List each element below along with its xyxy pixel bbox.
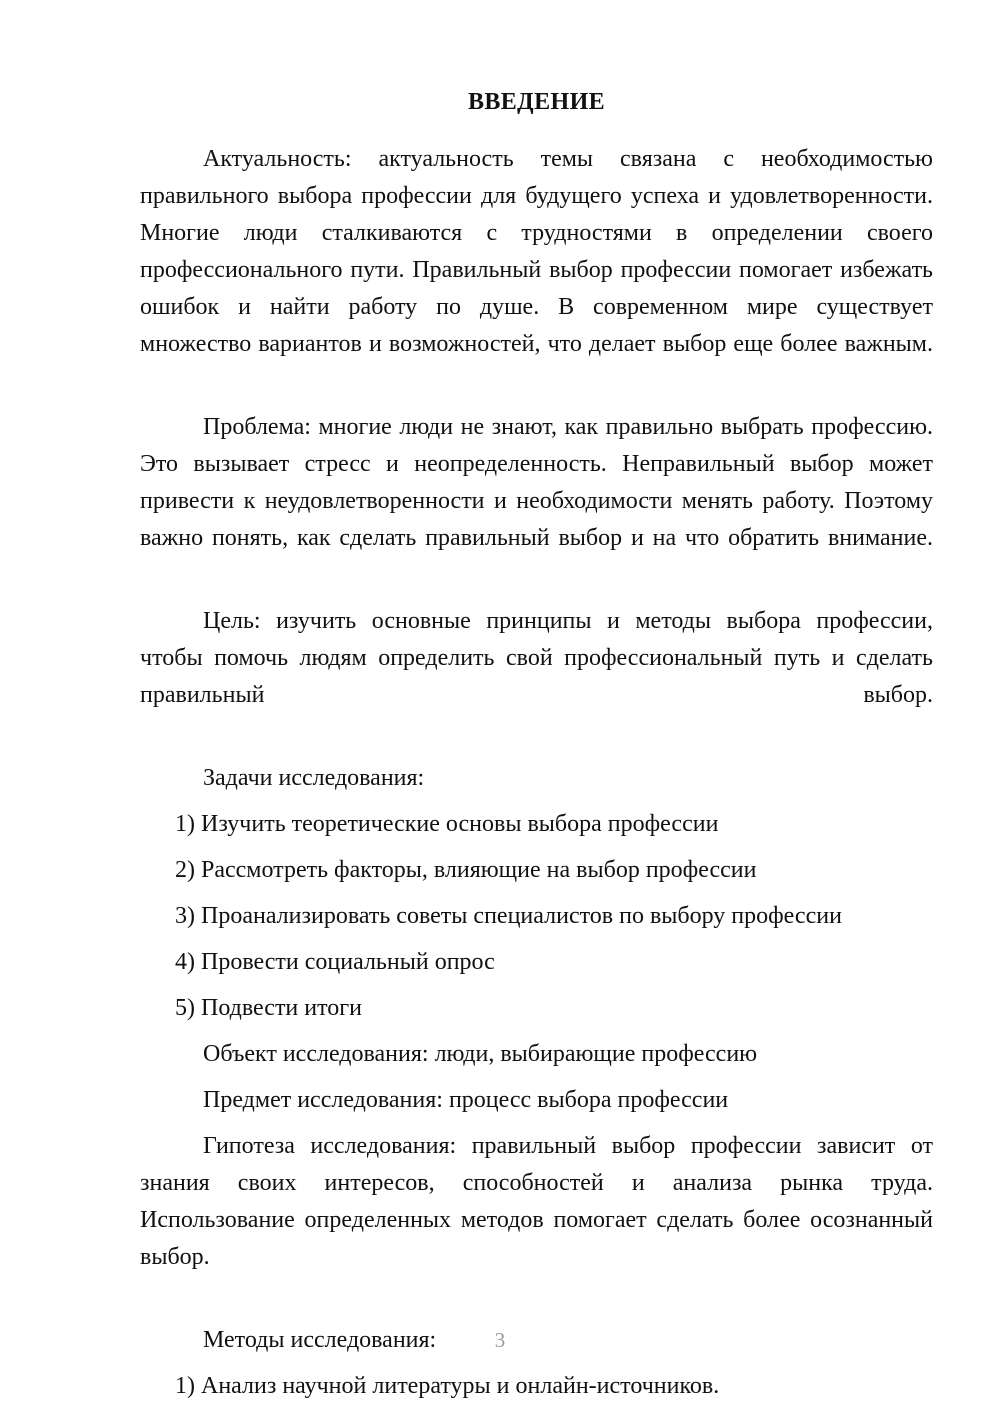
document-body — [140, 88, 933, 1414]
line-subject-of-study: Предмет исследования: процесс выбора профессии — [203, 1086, 729, 1113]
line-object-of-study: Объект исследования: люди, выбирающие профессию — [203, 1040, 758, 1067]
list-item: 2) Рассмотреть факторы, влияющие на выбор профессии — [175, 856, 757, 883]
list-item: 5) Подвести итоги — [175, 994, 362, 1021]
paragraph-goal: Цель: изучить основные принципы и методы выбора профессии, чтобы помочь людям определить свой профессиональный путь и сделать правильный выбор. — [140, 607, 933, 708]
paragraph-relevance: Актуальность: актуальность темы связана с необходимостью правильного выбора профессии для будущего успеха и удовлетворенности. Многие люди сталкиваются с трудностями в определении своего профессионального пути. Правильный выбор профессии помогает избежать ошибок и найти работу по душе. В современном мире существует множество вариантов и возможностей, что делает выбор еще более важным. — [140, 145, 933, 357]
page-number: 3 — [494, 1328, 506, 1352]
page-title: ВВЕДЕНИЕ — [467, 89, 606, 115]
heading-tasks: Задачи исследования: — [203, 764, 425, 791]
list-item: 3) Проанализировать советы специалистов по выбору профессии — [175, 902, 842, 929]
paragraph-problem: Проблема: многие люди не знают, как правильно выбрать профессию. Это вызывает стресс и неопределенность. Неправильный выбор может привести к неудовлетворенности и необходимости менять работу. Поэтому важно понять, как сделать правильный выбор и на что обратить внимание. — [140, 413, 933, 551]
heading-methods: Методы исследования: — [203, 1326, 437, 1353]
list-item: 4) Провести социальный опрос — [175, 948, 495, 975]
list-item: 1) Изучить теоретические основы выбора профессии — [175, 810, 719, 837]
paragraph-hypothesis: Гипотеза исследования: правильный выбор профессии зависит от знания своих интересов, способностей и анализа рынка труда. Использование определенных методов помогает сделать более осознанный выбор. — [140, 1132, 933, 1270]
list-item: 1) Анализ научной литературы и онлайн-источников. — [175, 1372, 720, 1399]
